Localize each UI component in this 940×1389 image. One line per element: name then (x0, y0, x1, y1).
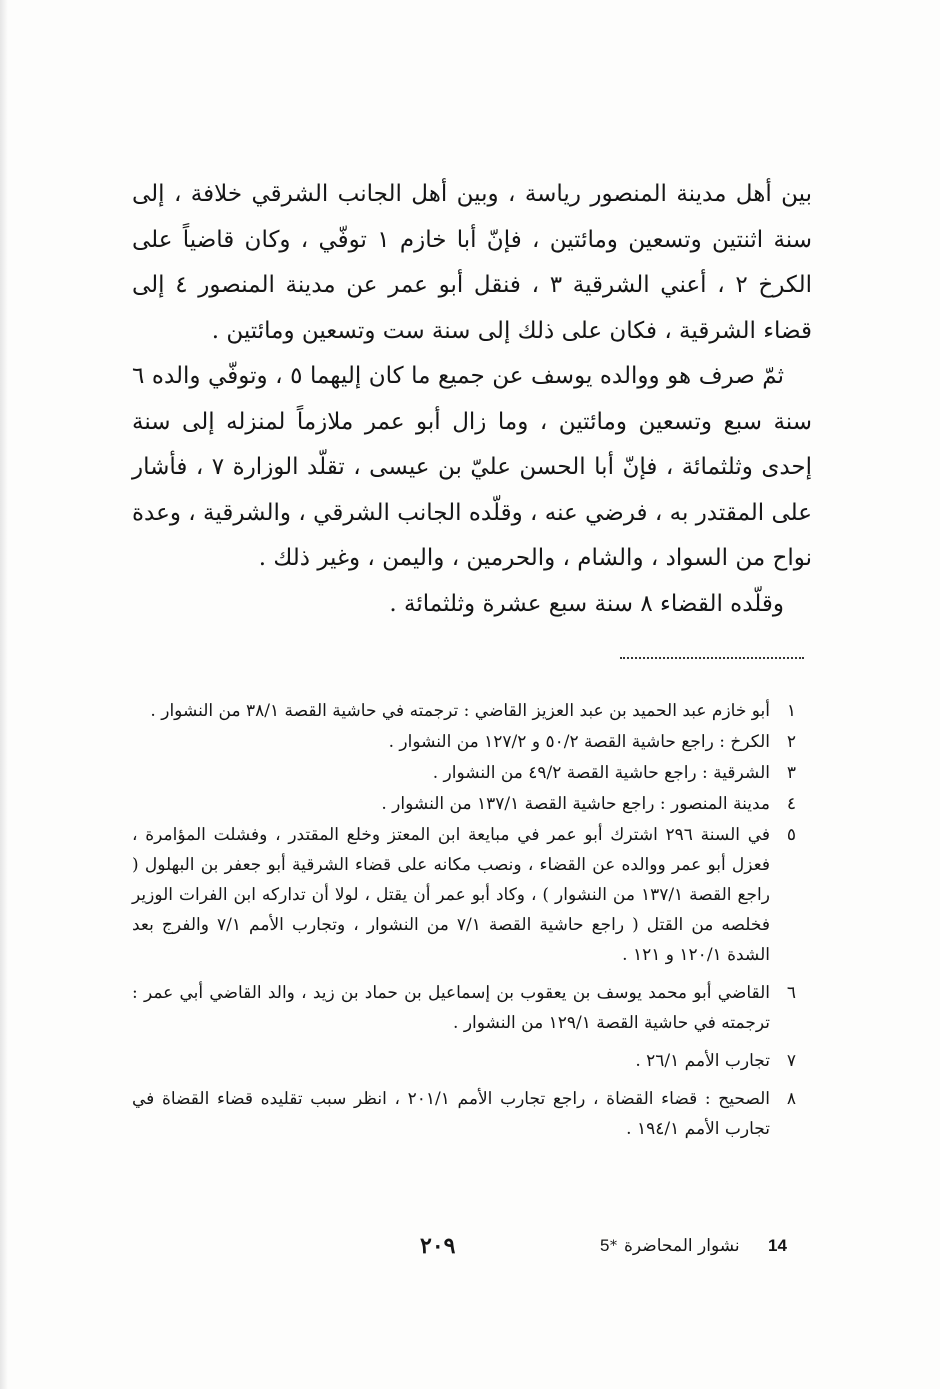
footnote-text: الصحيح : قضاء القضاة ، راجع تجارب الأمم ٢٠١/١ ، انظر سبب تقليده قضاء القضاة في تجارب الأمم ١٩٤/١ . (132, 1089, 770, 1139)
footnotes-block (132, 696, 796, 1144)
footnote-text: في السنة ٢٩٦ اشترك أبو عمر في مبايعة ابن المعتز وخلع المقتدر ، وفشلت المؤامرة ، فعزل أبو عمر ووالده عن القضاء ، ونصب مكانه على قضاء الشرقية أبو جعفر بن البهلول ( راجع القصة ١٣٧/١ من النشوار ) ، وكاد أبو عمر أن يقتل ، لولا أن تداركه ابن الفرات الوزير فخلصه من القتل ( راجع حاشية القصة ٧/١ من النشوار ، وتجارب الأمم ٧/١ والفرج بعد الشدة ١٢٠/١ و ١٢١ . (132, 825, 771, 965)
footnote-number: ٧ (786, 1051, 796, 1071)
signature-number: 14 (768, 1236, 787, 1255)
page-number: ٢٠٩ (420, 1233, 456, 1259)
main-paragraph-1: بين أهل مدينة المنصور رياسة ، وبين أهل الجانب الشرقي خلافة ، إلى سنة اثنتين وتسعين ومائتين ، فإنّ أبا خازم ١ توفّي ، وكان قاضياً على الكرخ ٢ ، أعني الشرقية ٣ ، فنقل أبو عمر عن مدينة المنصور ٤ إلى قضاء الشرقية ، فكان على ذلك إلى سنة ست وتسعين ومائتين . (132, 181, 813, 344)
footnote-number: ٥ (786, 825, 796, 845)
main-paragraph-3: وقلّده القضاء ٨ سنة سبع عشرة وثلثمائة . (389, 590, 784, 617)
footnote-number: ١ (786, 701, 796, 721)
main-text-block (132, 172, 812, 627)
footnote-number: ٨ (786, 1089, 796, 1109)
footnote-8 (132, 1084, 796, 1144)
page-footer (0, 1232, 940, 1262)
footnote-5 (132, 820, 796, 970)
footnote-2 (132, 727, 796, 757)
footnote-separator (620, 657, 804, 659)
footnote-3 (132, 758, 796, 788)
footnote-7 (132, 1046, 796, 1076)
footnote-number: ٦ (786, 983, 796, 1003)
scan-edge-shadow (0, 0, 8, 1389)
footnote-1 (132, 696, 796, 726)
signature-label: نشوار المحاضرة (624, 1236, 740, 1256)
signature-star: * (610, 1238, 617, 1254)
footnote-4 (132, 789, 796, 819)
footnote-text: الشرقية : راجع حاشية القصة ٤٩/٢ من النشوار . (432, 763, 770, 783)
footnote-text: مدينة المنصور : راجع حاشية القصة ١٣٧/١ من النشوار . (381, 794, 770, 814)
signature-sheet: 5 (600, 1236, 610, 1255)
main-paragraph-2: ثمّ صرف هو ووالده يوسف عن جميع ما كان إليهما ٥ ، وتوفّي والده ٦ سنة سبع وتسعين ومائتين ، وما زال أبو عمر ملازماً لمنزله إلى سنة إحدى وثلثمائة ، فإنّ أبا الحسن عليّ بن عيسى ، تقلّد الوزارة ٧ ، فأشار على المقتدر به ، فرضي عنه ، وقلّده الجانب الشرقي ، والشرقية ، وعدة نواح من السواد ، والشام ، والحرمين ، واليمن ، وغير ذلك . (132, 363, 812, 571)
footnote-text: القاضي أبو محمد يوسف بن يعقوب بن إسماعيل بن حماد بن زيد ، والد القاضي أبي عمر : ترجمته في حاشية القصة ١٢٩/١ من النشوار . (132, 983, 770, 1033)
footnote-text: أبو خازم عبد الحميد بن عبد العزيز القاضي : ترجمته في حاشية القصة ٣٨/١ من النشوار . (150, 701, 770, 721)
footnote-number: ٤ (786, 794, 796, 814)
footnote-number: ٢ (786, 732, 796, 752)
footnote-text: الكرخ : راجع حاشية القصة ٥٠/٢ و ١٢٧/٢ من النشوار . (388, 732, 770, 752)
footnote-number: ٣ (786, 763, 796, 783)
footnote-6 (132, 978, 796, 1038)
footnote-text: تجارب الأمم ٢٦/١ . (635, 1051, 770, 1071)
